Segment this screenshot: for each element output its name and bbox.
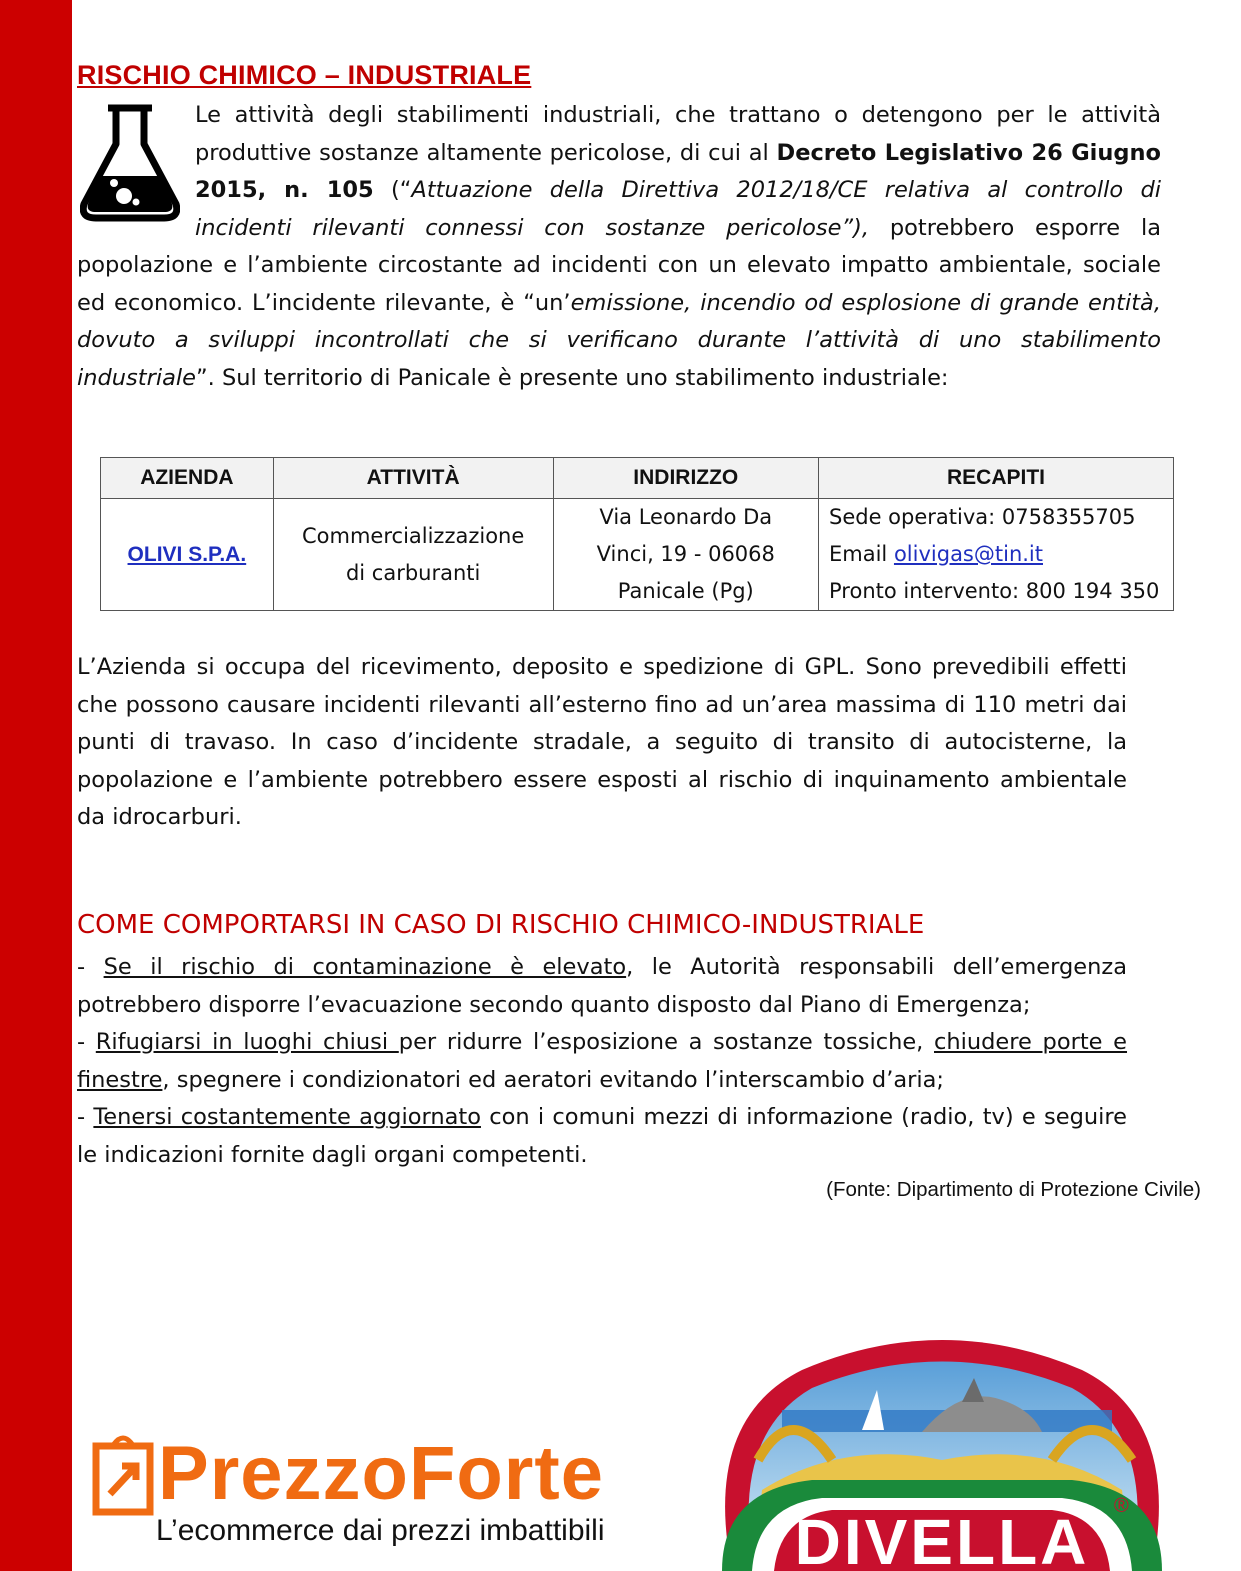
sede-operativa: Sede operativa: 0758355705 <box>829 505 1136 529</box>
list-item-2-text: per ridurre l’esposizione a sostanze tossiche, <box>398 1029 934 1055</box>
list-dash: - <box>77 1104 94 1130</box>
list-item <box>77 949 1127 1024</box>
list-item-2-emphasis: Rifugiarsi in luoghi chiusi <box>95 1029 399 1055</box>
address-line-2: Vinci, 19 - 06068 <box>596 542 775 566</box>
directive-title: Attuazione della Direttiva 2012/18/CE relativa al controllo di incidenti rilevanti connessi con sostanze pericolose”), <box>195 177 1161 241</box>
list-item <box>77 1099 1127 1174</box>
section-title: RISCHIO CHIMICO – INDUSTRIALE <box>77 60 532 90</box>
company-table <box>100 457 1174 611</box>
table-row <box>101 499 1174 611</box>
list-dash: - <box>77 1029 96 1055</box>
list-item-2-emphasis-2: chiudere porte e finestre <box>77 1029 1128 1093</box>
header-azienda: AZIENDA <box>101 458 274 499</box>
address-line-1: Via Leonardo Da <box>599 505 773 529</box>
list-item-3-emphasis: Tenersi costantemente aggiornato <box>93 1104 481 1130</box>
prezzoforte-tagline: L’ecommerce dai prezzi imbattibili <box>156 1514 605 1547</box>
list-item-2-rest: , spegnere i condizionatori ed aeratori evitando l’interscambio d’aria; <box>162 1066 945 1093</box>
attivita-line-1: Commercializzazione <box>302 523 525 548</box>
intro-text-3: potrebbero esporre la popolazione e l’ambiente circostante ad incidenti con un elevato impatto ambientale, sociale ed economico. L’incidente rilevante, è “un’ <box>77 214 1161 316</box>
source-note: (Fonte: Dipartimento di Protezione Civile) <box>826 1178 1201 1201</box>
prezzoforte-logo <box>92 1422 642 1552</box>
company-link[interactable]: OLIVI S.P.A. <box>127 543 247 566</box>
email-label: Email <box>829 542 894 566</box>
intro-text-1: Le attività degli stabilimenti industriali, che trattano o detengono per le attività produttive sostanze altamente pericolose, di cui al <box>195 102 1161 166</box>
list-item-1-emphasis: Se il rischio di contaminazione è elevato <box>103 954 627 980</box>
intro-text-4: ”. Sul territorio di Panicale è presente uno stabilimento industriale: <box>195 364 949 391</box>
intro-paragraph <box>77 97 1161 397</box>
divella-registered-mark: ® <box>1114 1495 1129 1517</box>
left-red-bar <box>0 0 72 1571</box>
header-attivita: ATTIVITÀ <box>273 458 553 499</box>
prezzoforte-name: PrezzoForte <box>158 1431 604 1516</box>
behaviour-list <box>77 949 1127 1174</box>
list-item <box>77 1024 1127 1099</box>
cell-attivita <box>273 499 553 611</box>
company-description: L’Azienda si occupa del ricevimento, deposito e spedizione di GPL. Sono prevedibili effetti che possono causare incidenti rilevanti all’esterno fino ad un’area massima di 110 metri dai punti di travaso. In caso d’incidente stradale, a seguito di transito di autocisterne, la popolazione e l’ambiente potrebbero essere esposti al rischio di inquinamento ambientale da idrocarburi. <box>77 654 1127 830</box>
cell-indirizzo <box>553 499 818 611</box>
list-dash: - <box>77 954 104 980</box>
list-item-3-text: con i comuni mezzi di informazione (radio, tv) e seguire le indicazioni fornite dagli organi competenti. <box>77 1104 1127 1168</box>
divella-logo <box>662 1340 1222 1571</box>
header-indirizzo: INDIRIZZO <box>553 458 818 499</box>
header-recapiti: RECAPITI <box>819 458 1174 499</box>
table-header-row <box>101 458 1174 499</box>
list-item-1-text: , le Autorità responsabili dell’emergenza potrebbero disporre l’evacuazione secondo quanto disposto dal Piano di Emergenza; <box>77 954 1127 1018</box>
cell-azienda <box>101 499 274 611</box>
attivita-line-2: di carburanti <box>345 560 481 585</box>
cell-recapiti <box>819 499 1174 611</box>
decree-reference: Decreto Legislativo 26 Giugno 2015, n. 105 <box>195 139 1161 203</box>
incident-definition: emissione, incendio od esplosione di grande entità, dovuto a sviluppi incontrollati che si verificano durante l’attività di uno stabilimento industriale <box>77 289 1161 391</box>
email-link[interactable]: olivigas@tin.it <box>893 542 1043 566</box>
divella-brand-text: DIVELLA <box>794 1506 1090 1571</box>
intro-text-2: (“ <box>373 177 412 203</box>
behaviour-subtitle: COME COMPORTARSI IN CASO DI RISCHIO CHIMICO-INDUSTRIALE <box>77 910 925 940</box>
pronto-intervento: Pronto intervento: 800 194 350 <box>829 579 1160 603</box>
shopping-bag-icon <box>92 1430 154 1516</box>
address-line-3: Panicale (Pg) <box>617 579 754 603</box>
